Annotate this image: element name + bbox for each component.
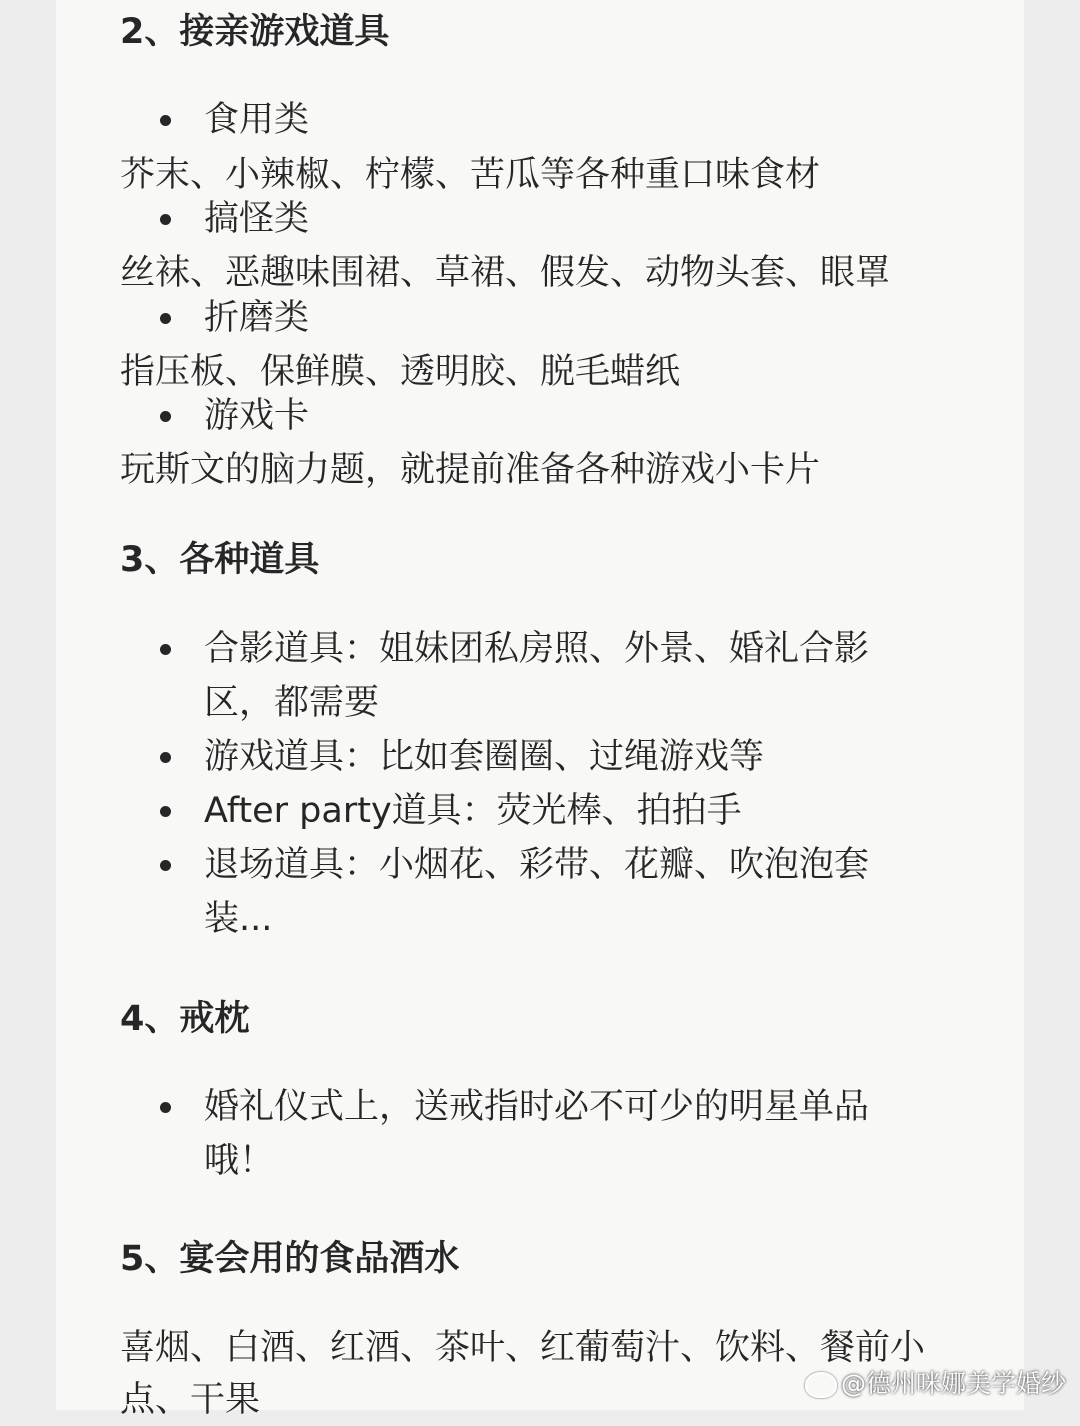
list-item-detail: 指压板、保鲜膜、透明胶、脱毛蜡纸 <box>120 352 681 392</box>
list-item-label: 折磨类 <box>204 298 310 338</box>
bullet-dot-icon <box>160 644 171 655</box>
list-item-text: 退场道具：小烟花、彩带、花瓣、吹泡泡套装... <box>204 845 870 939</box>
bullet-dot-icon <box>160 214 171 225</box>
section-2-heading: 2、接亲游戏道具 <box>120 12 390 52</box>
bullet-dot-icon <box>160 1102 171 1113</box>
list-item-detail: 芥末、小辣椒、柠檬、苦瓜等各种重口味食材 <box>120 155 821 195</box>
bullet-dot-icon <box>160 115 171 126</box>
bullet-dot-icon <box>160 860 171 871</box>
bullet-dot-icon <box>160 313 171 324</box>
list-item-label: 食用类 <box>204 100 310 140</box>
list-item-detail: 丝袜、恶趣味围裙、草裙、假发、动物头套、眼罩 <box>120 253 891 293</box>
section-4-heading: 4、戒枕 <box>120 999 250 1039</box>
weibo-logo-icon <box>805 1372 837 1398</box>
watermark <box>805 1364 1066 1400</box>
list-item-text: 婚礼仪式上，送戒指时必不可少的明星单品哦！ <box>204 1087 870 1181</box>
list-item-text: 游戏道具：比如套圈圈、过绳游戏等 <box>204 737 765 777</box>
list-item-label: 搞怪类 <box>204 199 310 239</box>
watermark-text: @德州咪娜美学婚纱 <box>840 1369 1066 1398</box>
list-item-text: After party道具：荧光棒、拍拍手 <box>204 791 742 831</box>
list-item-text: 合影道具：姐妹团私房照、外景、婚礼合影区，都需要 <box>204 629 870 723</box>
list-item-detail: 玩斯文的脑力题，就提前准备各种游戏小卡片 <box>120 450 821 490</box>
list-item-label: 游戏卡 <box>204 396 310 436</box>
section-5-text: 喜烟、白酒、红酒、茶叶、红葡萄汁、饮料、餐前小点、干果 <box>120 1328 926 1420</box>
section-5-heading: 5、宴会用的食品酒水 <box>120 1239 460 1279</box>
bullet-dot-icon <box>160 752 171 763</box>
bullet-dot-icon <box>160 806 171 817</box>
bullet-dot-icon <box>160 411 171 422</box>
section-3-heading: 3、各种道具 <box>120 540 320 580</box>
